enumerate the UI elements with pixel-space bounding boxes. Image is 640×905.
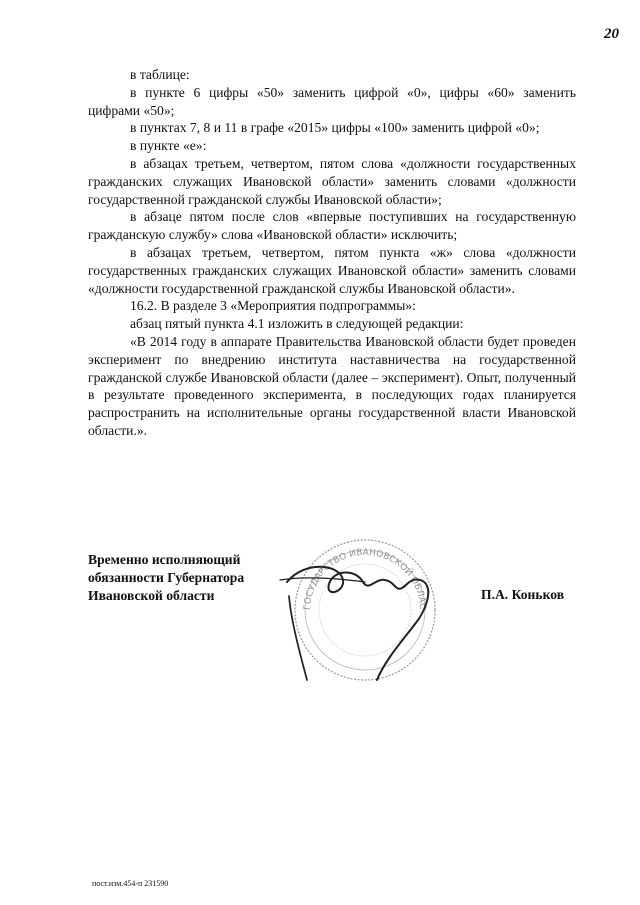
paragraph: 16.2. В разделе 3 «Мероприятия подпрограммы»:: [130, 298, 416, 314]
paragraph: в абзаце пятом после слов «впервые поступивших на государственную гражданскую службу» слова «Ивановской области» исключить;: [88, 209, 576, 243]
paragraph: «В 2014 году в аппарате Правительства Ивановской области будет проведен эксперимент по внедрению института наставничества на государственной гражданской службе Ивановской области (далее – эксперимент). Опыт, полученный в результате проведенного эксперимента, в последующих годах планируется распространить на исполнительные органы государственной власти Ивановской области.».: [88, 333, 576, 438]
paragraph: в абзацах третьем, четвертом, пятом пункта «ж» слова «должности государственных гражданских служащих Ивановской области» заменить словами «должности государственной гражданской службы Ивановской области».: [88, 244, 576, 296]
official-seal-stamp: [265, 520, 455, 690]
page-number: 20: [604, 26, 619, 42]
signatory-position: [88, 551, 244, 605]
paragraph: в пункте 6 цифры «50» заменить цифрой «0», цифры «60» заменить цифрами «50»;: [88, 84, 576, 118]
document-footer-code: пост.изм.454-п 231590: [92, 879, 169, 888]
signatory-position-line: обязанности Губернатора: [88, 570, 245, 585]
signatory-name: П.А. Коньков: [481, 587, 565, 602]
paragraph: абзац пятый пункта 4.1 изложить в следующей редакции:: [130, 316, 464, 332]
paragraph: в абзацах третьем, четвертом, пятом слова «должности государственных гражданских служащих Ивановской области» заменить словами «должности государственной гражданской службы Ивановской области»;: [88, 155, 576, 207]
paragraph: в пунктах 7, 8 и 11 в графе «2015» цифры «100» заменить цифрой «0»;: [130, 120, 540, 136]
seal-text: ГОСУДАРСТВО ИВАНОВСКОЙ ОБЛАС: [302, 547, 428, 611]
paragraph: в таблице:: [130, 67, 190, 82]
seal-and-signature: [265, 520, 455, 695]
signatory-position-line: Ивановской области: [88, 588, 215, 603]
paragraph: в пункте «е»:: [130, 138, 207, 154]
document-body: [88, 66, 576, 440]
signatory-position-line: Временно исполняющий: [88, 552, 241, 567]
